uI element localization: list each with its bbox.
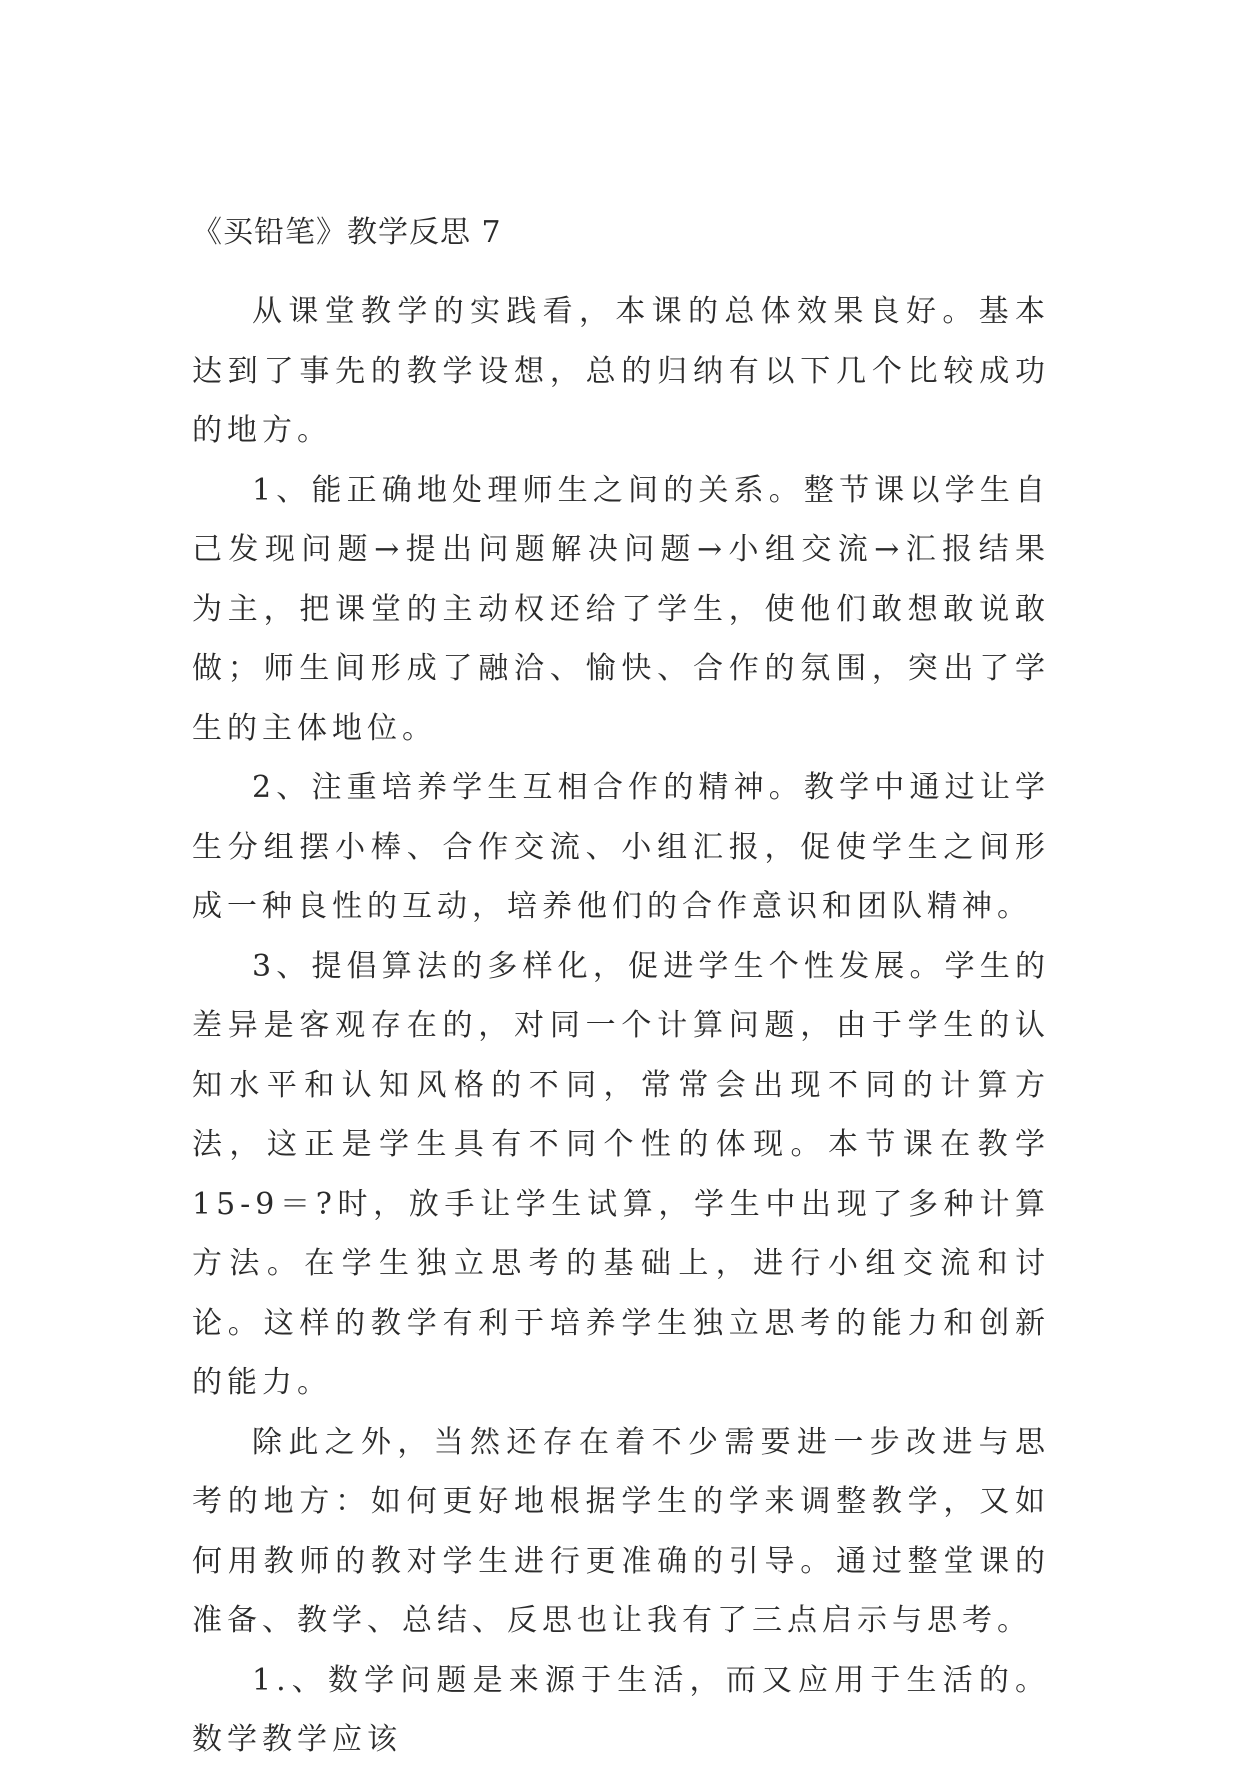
- paragraph-point-1: 1、能正确地处理师生之间的关系。整节课以学生自己发现问题→提出问题解决问题→小组交流→汇报结果为主，把课堂的主动权还给了学生，使他们敢想敢说敢做；师生间形成了融洽、愉快、合作的氛围，突出了学生的主体地位。: [192, 472, 1050, 746]
- paragraph-insight-1: 1.、数学问题是来源于生活，而又应用于生活的。数学教学应该: [192, 1662, 1050, 1757]
- paragraph-point-2: 2、注重培养学生互相合作的精神。教学中通过让学生分组摆小棒、合作交流、小组汇报，促使学生之间形成一种良性的互动，培养他们的合作意识和团队精神。: [192, 770, 1050, 924]
- paragraph-list: [192, 282, 1050, 1770]
- document-title: 《买铅笔》教学反思 7: [192, 215, 502, 250]
- document-body: [192, 215, 1050, 1770]
- paragraph-point-3: 3、提倡算法的多样化，促进学生个性发展。学生的差异是客观存在的，对同一个计算问题，由于学生的认知水平和认知风格的不同，常常会出现不同的计算方法，这正是学生具有不同个性的体现。本节课在教学 15-9＝?时，放手让学生试算，学生中出现了多种计算方法。在学生独立思考的基础上，进行小组交流和讨论。这样的教学有利于培养学生独立思考的能力和创新的能力。: [192, 948, 1050, 1400]
- paragraph-improvements: 除此之外，当然还存在着不少需要进一步改进与思考的地方：如何更好地根据学生的学来调整教学，又如何用教师的教对学生进行更准确的引导。通过整堂课的准备、教学、总结、反思也让我有了三点启示与思考。: [192, 1424, 1050, 1638]
- paragraph-intro: 从课堂教学的实践看，本课的总体效果良好。基本达到了事先的教学设想，总的归纳有以下几个比较成功的地方。: [192, 294, 1050, 448]
